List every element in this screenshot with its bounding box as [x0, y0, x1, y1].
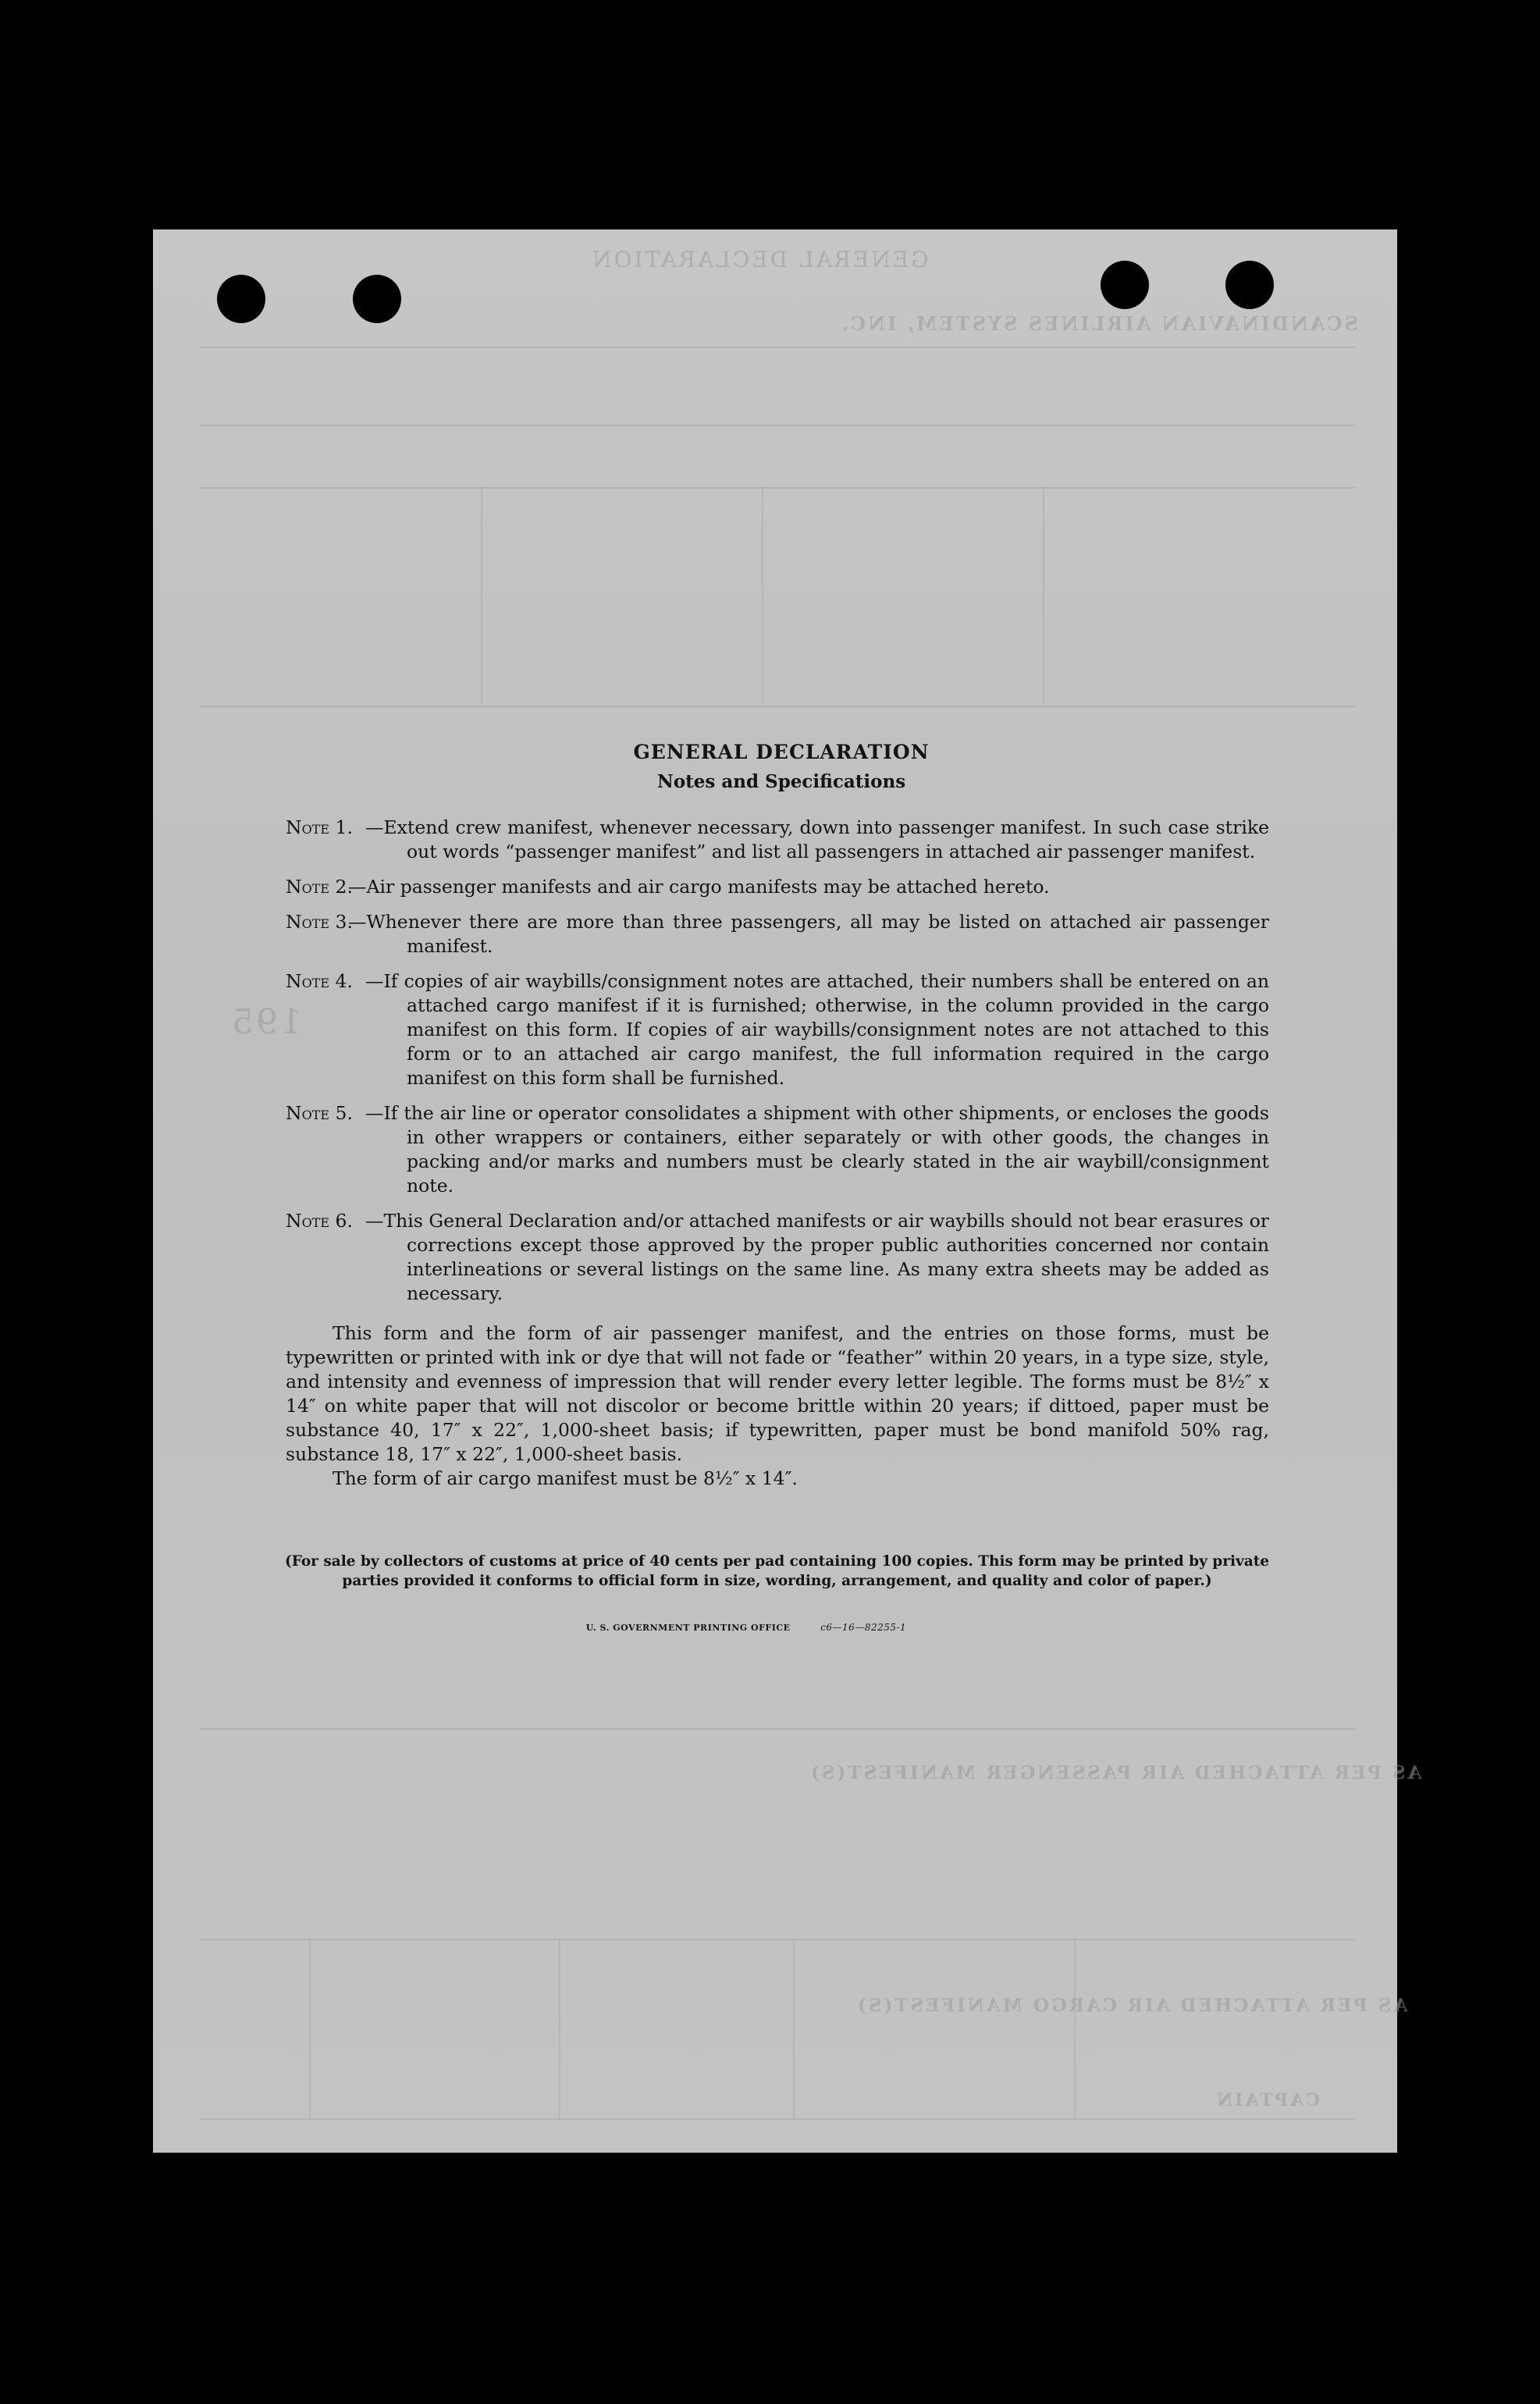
declaration-content: [286, 741, 1269, 1633]
punch-hole-2: [353, 275, 401, 323]
punch-hole-1: [217, 275, 265, 323]
note-text: —Extend crew manifest, whenever necessary, down into passenger manifest. In such case strike out words “passenger manifest” and list all passengers in attached air passenger manifest.: [365, 816, 1269, 862]
show-through-captain: CAPTAIN: [1215, 2090, 1320, 2111]
note-text: —Air passenger manifests and air cargo manifests may be attached hereto.: [348, 876, 1050, 898]
note-3: [286, 910, 1269, 958]
note-label: Note 1.: [286, 816, 353, 838]
printing-office-line: [317, 1622, 1175, 1633]
show-through-rule: [309, 1939, 311, 2118]
note-label: Note 4.: [286, 970, 353, 992]
show-through-passenger-manifest: AS PER ATTACHED AIR PASSENGER MANIFEST(S): [809, 1762, 1422, 1783]
printing-office: U. S. GOVERNMENT PRINTING OFFICE: [585, 1623, 791, 1633]
note-6: [286, 1209, 1269, 1306]
show-through-rule: [200, 347, 1355, 348]
show-through-rule: [1043, 487, 1044, 706]
note-4: [286, 969, 1269, 1090]
note-2: [286, 875, 1269, 899]
show-through-rule: [1074, 1939, 1076, 2118]
show-through-rule: [200, 706, 1355, 707]
note-label: Note 6.: [286, 1210, 353, 1232]
punch-hole-4: [1225, 261, 1274, 309]
cargo-specification-paragraph: The form of air cargo manifest must be 8½″ x 14″.: [333, 1467, 798, 1489]
note-label: Note 3.: [286, 911, 353, 933]
page-subtitle: Notes and Specifications: [656, 771, 906, 792]
note-text: —If the air line or operator consolidates a shipment with other shipments, or encloses the goods in other wrappers or containers, either separately or with other goods, the changes in packing and/or marks and numbers must be clearly stated in the air waybill/consignment note.: [365, 1102, 1269, 1197]
note-label: Note 5.: [286, 1102, 353, 1124]
show-through-rule: [559, 1939, 560, 2118]
form-specification-paragraph: This form and the form of air passenger manifest, and the entries on those forms, must be typewritten or printed with ink or dye that will not fade or “feather” within 20 years, in a type size, style, and intensity and evenness of impression that will render every letter legible. The forms must be 8½″ x 14″ on white paper that will not discolor or become brittle within 20 years; if dittoed, paper must be substance 40, 17″ x 22″, 1,000-sheet basis; if typewritten, paper must be bond manifold 50% rag, substance 18, 17″ x 22″, 1,000-sheet basis.: [286, 1322, 1269, 1465]
note-1: [286, 816, 1269, 864]
show-through-cargo-manifest: AS PER ATTACHED AIR CARGO MANIFEST(S): [855, 1995, 1408, 2016]
show-through-rule: [200, 2118, 1355, 2120]
show-through-rule: [762, 487, 763, 706]
note-5: [286, 1101, 1269, 1198]
note-text: —Whenever there are more than three passengers, all may be listed on attached air passenger manifest.: [348, 911, 1269, 957]
note-label: Note 2.: [286, 876, 353, 898]
show-through-airline: SCANDINAVIAN AIRLINES SYSTEM, INC.: [840, 312, 1358, 335]
show-through-rule: [200, 425, 1355, 426]
show-through-stamp-number: 195: [229, 1002, 302, 1042]
page-title: GENERAL DECLARATION: [633, 741, 930, 763]
punch-hole-3: [1101, 261, 1149, 309]
document-page: [153, 229, 1422, 2153]
note-text: —This General Declaration and/or attached manifests or air waybills should not bear erasures or corrections except those approved by the proper public authorities concerned nor contain interlineations or several listings on the same line. As many extra sheets may be added as necessary.: [365, 1210, 1269, 1304]
form-code: c6—16—82255-1: [820, 1622, 907, 1633]
show-through-top-title: GENERAL DECLARATION: [590, 247, 929, 272]
sale-notice: (For sale by collectors of customs at price of 40 cents per pad containing 100 copies. This form may be printed by private parties provided it conforms to official form in size, wording, arrangement, and quality and color of paper.): [284, 1553, 1270, 1589]
note-text: —If copies of air waybills/consignment notes are attached, their numbers shall be entered on an attached cargo manifest if it is furnished; otherwise, in the column provided in the cargo manifest on this form. If copies of air waybills/consignment notes are not attached to this form or to an attached air cargo manifest, the full information required in the cargo manifest on this form shall be furnished.: [365, 970, 1269, 1089]
show-through-rule: [200, 1939, 1355, 1940]
show-through-rule: [481, 487, 482, 706]
show-through-rule: [200, 487, 1355, 489]
show-through-rule: [793, 1939, 795, 2118]
show-through-rule: [200, 1728, 1355, 1730]
